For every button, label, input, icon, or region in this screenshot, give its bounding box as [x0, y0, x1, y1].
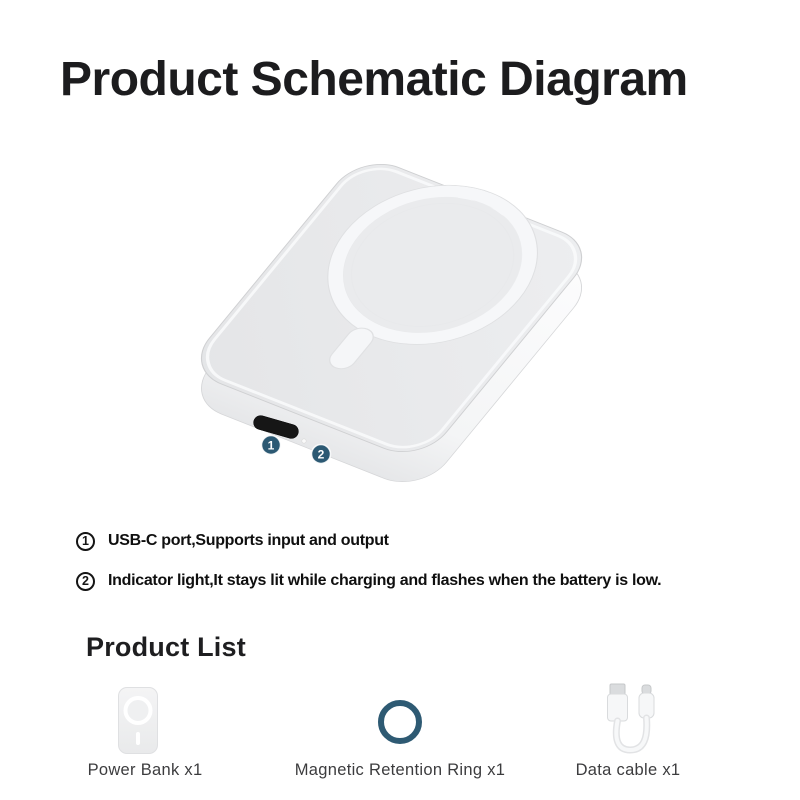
device-figure — [0, 130, 800, 510]
product-item-label-power-bank: Power Bank x1 — [87, 761, 203, 779]
product-list-heading: Product List — [86, 632, 246, 662]
callout-text-1: USB-C port,Supports input and output — [108, 532, 389, 549]
power-bank-illustration — [0, 130, 800, 510]
callout-text-2: Indicator light,It stays lit while charging and flashes when the battery is low. — [108, 572, 662, 589]
data-cable-icon — [594, 680, 666, 762]
power-bank-icon — [118, 687, 158, 754]
callout-badge-1 — [262, 436, 281, 455]
product-item-label-data-cable: Data cable x1 — [575, 761, 681, 779]
magnetic-ring-icon — [378, 700, 422, 744]
circled-number-2: 2 — [76, 572, 95, 591]
callout-badge-2 — [312, 445, 331, 464]
power-bank-icon-ring — [124, 696, 153, 725]
power-bank-icon-notch — [136, 732, 140, 745]
product-item-label-magnetic-ring: Magnetic Retention Ring x1 — [294, 761, 506, 779]
circled-number-1: 1 — [76, 532, 95, 551]
callout-item-2 — [76, 569, 661, 593]
svg-text:2: 2 — [317, 447, 325, 462]
callout-item-1 — [76, 529, 389, 553]
svg-text:1: 1 — [267, 438, 275, 453]
page-title: Product Schematic Diagram — [60, 53, 688, 106]
indicator-light — [302, 439, 306, 443]
